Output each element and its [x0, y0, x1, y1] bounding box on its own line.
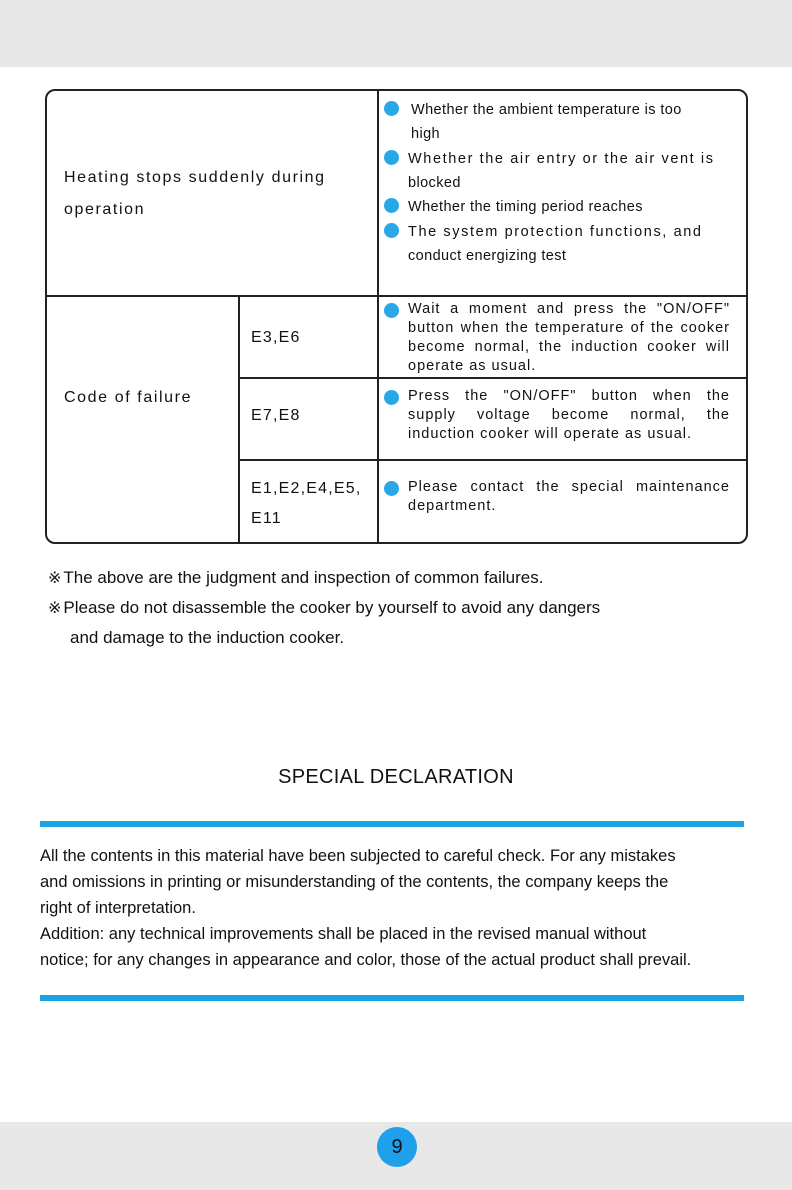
note-do-not-disassemble-cont: and damage to the induction cooker. [70, 628, 345, 647]
table-divider-main [377, 90, 379, 543]
error-code: E3,E6 [251, 329, 301, 346]
check-item: Whether the ambient temperature is too high [384, 98, 730, 146]
solution-item: Please contact the special maintenance department. [384, 478, 730, 516]
header-band [0, 0, 792, 67]
declaration-top-rule [40, 821, 744, 827]
problem-label: Heating stops suddenly during operation [64, 169, 326, 218]
bullet-icon [384, 223, 399, 238]
reference-mark-icon: ※ [48, 570, 62, 587]
page-number: 9 [377, 1127, 417, 1167]
error-code: E7,E8 [251, 407, 301, 424]
table-subrow-divider [238, 377, 747, 379]
declaration-body: All the contents in this material have been subjected to careful check. For any mistakes and omissions in printing or misunderstanding of the contents, the company keeps the right of interpretation. Addition: any technical improvements shall be placed in the revised manual without notice; for any changes in appearance and color, those of the actual product shall prevail. [40, 847, 692, 969]
table-subrow-divider [238, 459, 747, 461]
bullet-icon [384, 303, 399, 318]
solution-item: Wait a moment and press the "ON/OFF" button when the temperature of the cooker become normal, the induction cooker will operate as usual. [384, 300, 730, 376]
table-row-divider [46, 295, 747, 297]
solution-item: Press the "ON/OFF" button when the supply voltage become normal, the induction cooker will operate as usual. [384, 387, 730, 444]
bullet-icon [384, 101, 399, 116]
bullet-icon [384, 390, 399, 405]
bullet-icon [384, 481, 399, 496]
check-item: The system protection functions, and conduct energizing test [384, 220, 730, 268]
error-code: E1,E2,E4,E5, E11 [251, 480, 362, 527]
note-do-not-disassemble: ※ Please do not disassemble the cooker by yourself to avoid any dangers [48, 598, 601, 617]
declaration-title: SPECIAL DECLARATION [278, 766, 514, 788]
note-common-failures: ※ The above are the judgment and inspection of common failures. [48, 568, 544, 587]
failure-code-label: Code of failure [64, 389, 193, 406]
bullet-icon [384, 150, 399, 165]
check-item: Whether the timing period reaches [384, 195, 730, 219]
table-divider-code [238, 296, 240, 543]
check-item: Whether the air entry or the air vent is blocked [384, 147, 730, 195]
declaration-bottom-rule [40, 995, 744, 1001]
bullet-icon [384, 198, 399, 213]
reference-mark-icon: ※ [48, 600, 62, 617]
